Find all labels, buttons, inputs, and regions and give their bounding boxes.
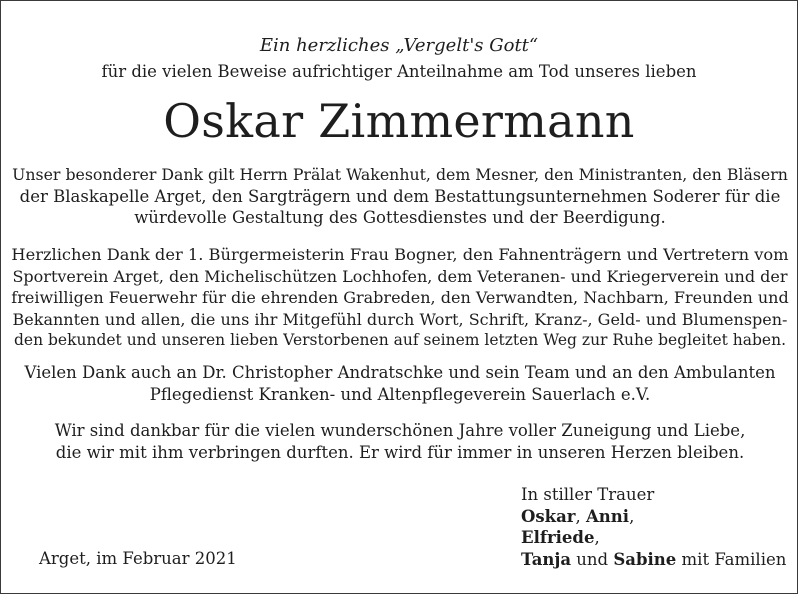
paragraph-care-thanks: [11, 362, 789, 405]
signature-line-1: [521, 506, 786, 528]
paragraph-church-thanks: [11, 164, 789, 229]
mourner-name: Elfriede: [521, 528, 595, 547]
separator: ,: [575, 506, 586, 526]
mourners-signature: [521, 484, 786, 570]
mourner-name: Sabine: [613, 549, 677, 569]
mourner-name: Tanja: [521, 549, 572, 569]
text-line: Herzlichen Dank der 1. Bürgermeisterin Frau Bogner, den Fahnenträgern und Vertretern vom: [11, 245, 789, 264]
text-line: würdevolle Gestaltung des Gottesdienstes und der Beerdigung.: [134, 208, 666, 228]
text-line: den bekundet und unseren lieben Verstorbenen auf seinem letzten Weg zur Ruhe begleitet haben.: [13, 331, 787, 350]
separator: ,: [594, 528, 600, 547]
text-line: der Blaskapelle Arget, den Sargträgern und dem Bestattungsunternehmen Soderer für die: [19, 186, 781, 206]
text-line: freiwilligen Feuerwehr für die ehrenden Grabreden, den Verwandten, Nachbarn, Freunden und: [11, 288, 789, 308]
text-line: Pflegedienst Kranken- und Altenpflegeverein Sauerlach e.V.: [149, 384, 651, 404]
conjunction: und: [571, 549, 614, 569]
text-line: Vielen Dank auch an Dr. Christopher Andratschke und sein Team und an den Ambulanten: [24, 363, 776, 382]
text-line: Bekannten und allen, die uns ihr Mitgefühl durch Wort, Schrift, Kranz-, Geld- und Blumenspen-: [12, 309, 788, 329]
text-line: Unser besonderer Dank gilt Herrn Prälat Wakenhut, dem Mesner, den Ministranten, den Bläsern: [12, 165, 788, 184]
mourner-name: Oskar: [521, 506, 576, 526]
place-date: Arget, im Februar 2021: [39, 549, 237, 568]
mourner-name: Anni: [585, 506, 630, 526]
text-line: Wir sind dankbar für die vielen wunderschönen Jahre voller Zuneigung und Liebe,: [54, 421, 746, 440]
text-line: Sportverein Arget, den Michelischützen Lochhofen, dem Veteranen- und Kriegerverein und der: [12, 266, 788, 286]
signature-line-3: [521, 549, 786, 571]
paragraph-closing: [11, 420, 789, 463]
paragraph-community-thanks: [11, 244, 789, 352]
signature-intro: In stiller Trauer: [521, 485, 655, 504]
deceased-name: Oskar Zimmermann: [163, 94, 635, 148]
thanks-subheading: für die vielen Beweise aufrichtiger Anteilnahme am Tod unseres lieben: [101, 62, 697, 81]
signature-line-2: [521, 527, 786, 549]
text-line: die wir mit ihm verbringen durften. Er wird für immer in unseren Herzen bleiben.: [55, 442, 745, 462]
suffix: mit Familien: [676, 549, 787, 569]
thanks-heading: Ein herzliches „Vergelt's Gott“: [259, 35, 539, 56]
separator: ,: [629, 506, 635, 526]
